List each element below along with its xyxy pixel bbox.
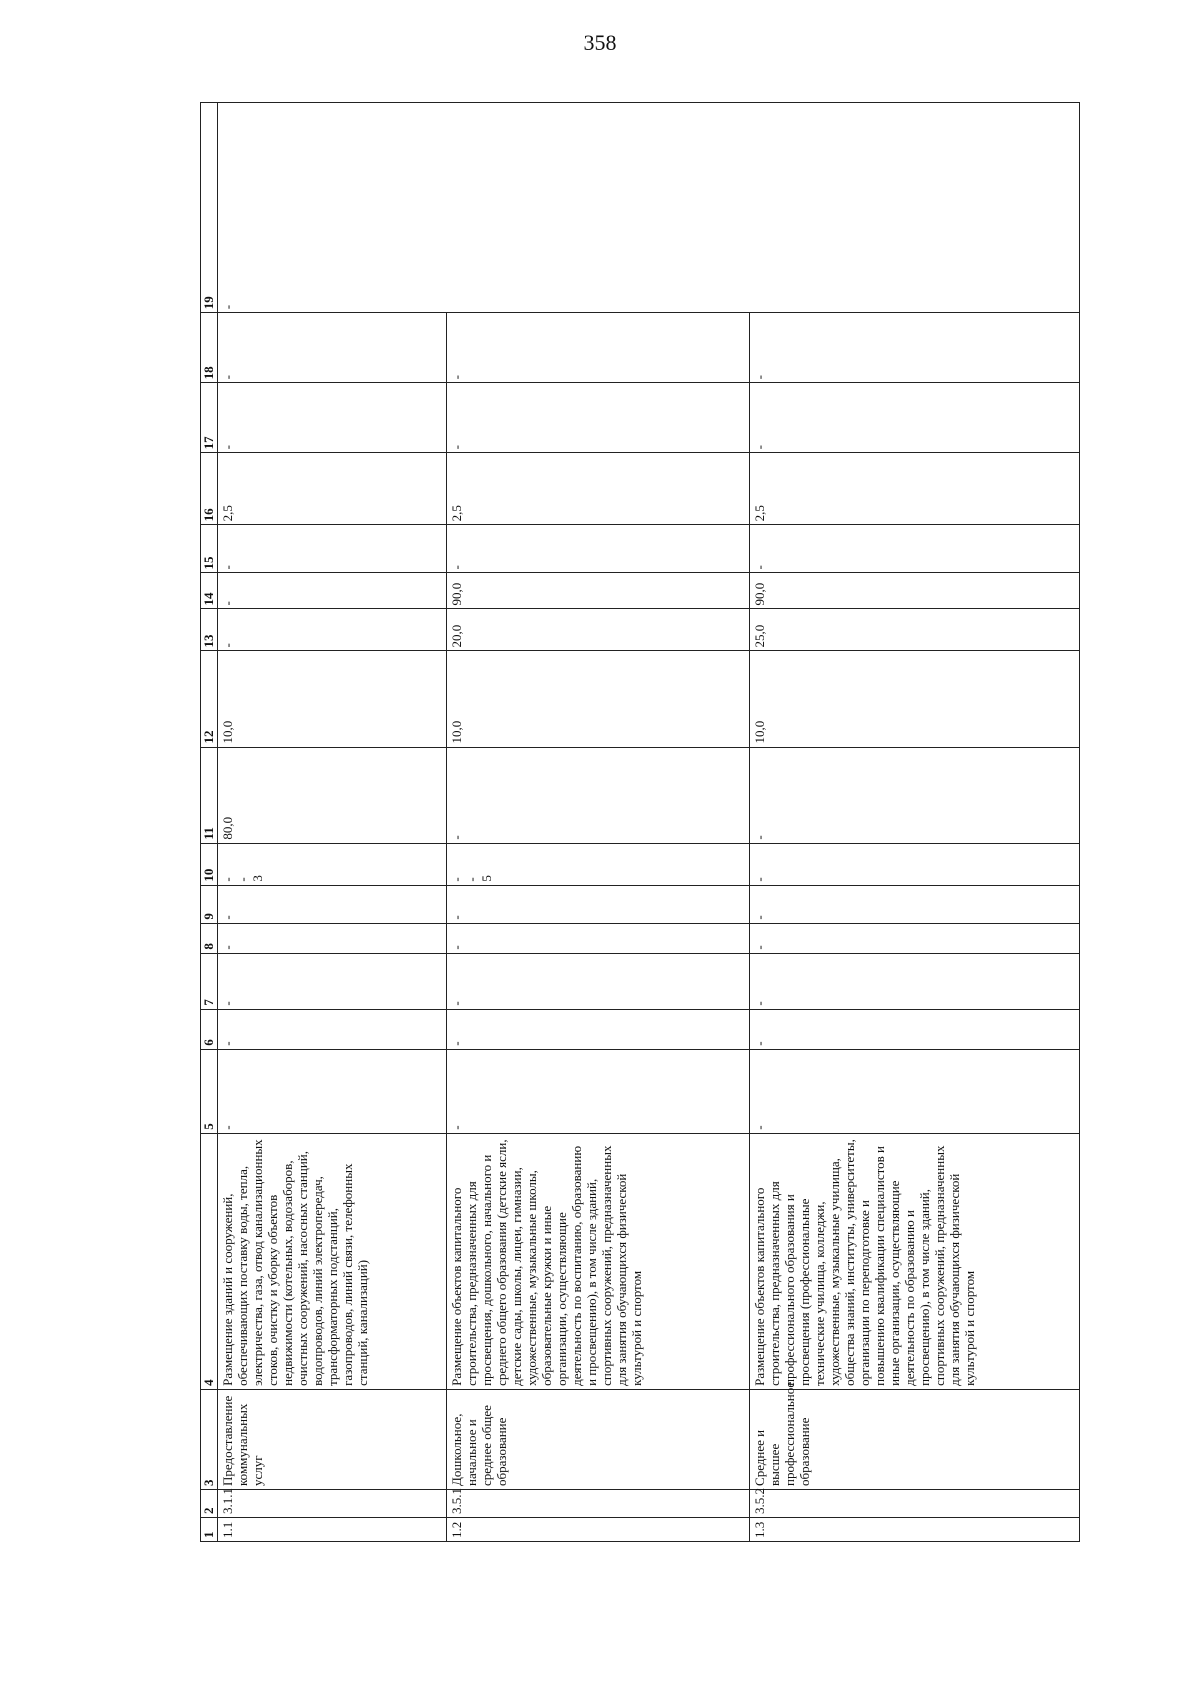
rotated-table-wrapper	[200, 102, 1080, 1542]
value-cell: -	[750, 383, 1080, 453]
value-cell: -	[218, 609, 447, 651]
header-cell: 2	[201, 1489, 218, 1517]
value-cell: -	[446, 923, 750, 953]
description-cell: Размещение зданий и сооружений, обеспечивающих поставку воды, тепла, электричества, газа, отвод канализационных стоков, очистку и уборку объектов недвижимости (котельных, водозаборов, очистных сооружений, насосных станций, водопроводов, линий электропередач, трансформаторных подстанций, газопроводов, линий связи, телефонных станций, канализаций)	[218, 1133, 447, 1389]
value-cell: -	[218, 923, 447, 953]
value-line: -	[463, 877, 479, 882]
header-cell: 8	[201, 923, 218, 953]
use-name-cell: Дошкольное, начальное и среднее общее образование	[446, 1389, 750, 1489]
value-cell: -	[218, 1049, 447, 1133]
header-cell: 13	[201, 609, 218, 651]
value-cell: 20,0	[446, 609, 750, 651]
header-cell: 3	[201, 1389, 218, 1489]
value-line: 3	[250, 875, 265, 882]
value-cell: 2,5	[218, 453, 447, 525]
value-cell: -	[750, 313, 1080, 383]
table-row	[218, 103, 447, 1542]
table-row	[446, 103, 750, 1542]
value-cell: -	[750, 525, 1080, 573]
value-cell: -	[218, 103, 1080, 313]
value-cell: -	[446, 313, 750, 383]
description-cell: Размещение объектов капитального строительства, предназначенных для профессионального образования и просвещения (профессиональные технические училища, колледжи, художественные, музыкальные училища, общества знаний, институты, университеты, организации по переподготовке и повышению квалификации специалистов и иные организации, осуществляющие деятельность по образованию и просвещению), в том числе зданий, спортивных сооружений, предназначенных для занятия обучающихся физической культурой и спортом	[750, 1133, 1080, 1389]
value-cell: -	[750, 923, 1080, 953]
header-cell: 16	[201, 453, 218, 525]
header-cell: 12	[201, 651, 218, 747]
header-cell: 1	[201, 1517, 218, 1541]
row-number: 1.1	[218, 1517, 447, 1541]
header-cell: 11	[201, 747, 218, 843]
value-cell: -	[750, 885, 1080, 923]
value-cell: 10,0	[446, 651, 750, 747]
value-cell: -	[446, 1009, 750, 1049]
header-cell: 9	[201, 885, 218, 923]
header-cell: 5	[201, 1049, 218, 1133]
value-cell: -	[750, 1009, 1080, 1049]
value-cell: 90,0	[750, 573, 1080, 609]
value-cell: -	[446, 525, 750, 573]
code-cell: 3.1.1	[218, 1489, 447, 1517]
code-cell: 3.5.2	[750, 1489, 1080, 1517]
header-cell: 10	[201, 843, 218, 885]
value-line: -	[220, 877, 235, 882]
description-cell: Размещение объектов капитального строительства, предназначенных для просвещения, дошкольного, начального и среднего общего образования (детские ясли, детские сады, школы, лицеи, гимназии, художественные, музыкальные школы, образовательные кружки и иные организации, осуществляющие деятельность по воспитанию, образованию и просвещению), в том числе зданий, спортивных сооружений, предназначенных для занятия обучающихся физической культурой и спортом	[446, 1133, 750, 1389]
header-cell: 6	[201, 1009, 218, 1049]
value-cell: 80,0	[218, 747, 447, 843]
value-cell: -	[446, 953, 750, 1009]
value-cell: -	[218, 383, 447, 453]
value-cell: -	[218, 953, 447, 1009]
row-number: 1.2	[446, 1517, 750, 1541]
value-cell: -	[446, 885, 750, 923]
value-cell: -	[218, 573, 447, 609]
header-cell: 4	[201, 1133, 218, 1389]
value-cell: -	[750, 747, 1080, 843]
header-cell: 7	[201, 953, 218, 1009]
value-cell-col10	[446, 843, 750, 885]
value-cell: -	[750, 953, 1080, 1009]
value-cell: 2,5	[750, 453, 1080, 525]
table-row	[750, 103, 1080, 1542]
value-line: 5	[478, 875, 494, 882]
row-number: 1.3	[750, 1517, 1080, 1541]
value-cell: 90,0	[446, 573, 750, 609]
value-cell-col10	[218, 843, 447, 885]
code-cell: 3.5.1	[446, 1489, 750, 1517]
value-line: -	[448, 877, 464, 882]
value-cell: -	[446, 383, 750, 453]
value-cell: -	[446, 747, 750, 843]
header-cell: 17	[201, 383, 218, 453]
value-cell-col10	[750, 843, 1080, 885]
value-cell: -	[750, 1049, 1080, 1133]
value-cell: 10,0	[218, 651, 447, 747]
value-cell: -	[218, 313, 447, 383]
header-cell: 18	[201, 313, 218, 383]
header-cell: 15	[201, 525, 218, 573]
use-name-cell: Среднее и высшее профессиональное образование	[750, 1389, 1080, 1489]
use-name-cell: Предоставление коммунальных услуг	[218, 1389, 447, 1489]
value-cell: -	[218, 1009, 447, 1049]
header-cell: 19	[201, 103, 218, 313]
value-cell: 10,0	[750, 651, 1080, 747]
value-line: -	[235, 877, 250, 882]
value-cell: -	[218, 525, 447, 573]
value-cell: -	[218, 885, 447, 923]
zoning-table	[200, 102, 1080, 1542]
value-cell: 2,5	[446, 453, 750, 525]
header-cell: 14	[201, 573, 218, 609]
value-cell: -	[446, 1049, 750, 1133]
value-line: -	[752, 877, 768, 882]
page-number: 358	[583, 30, 617, 55]
header-row	[201, 103, 218, 1542]
value-cell: 25,0	[750, 609, 1080, 651]
